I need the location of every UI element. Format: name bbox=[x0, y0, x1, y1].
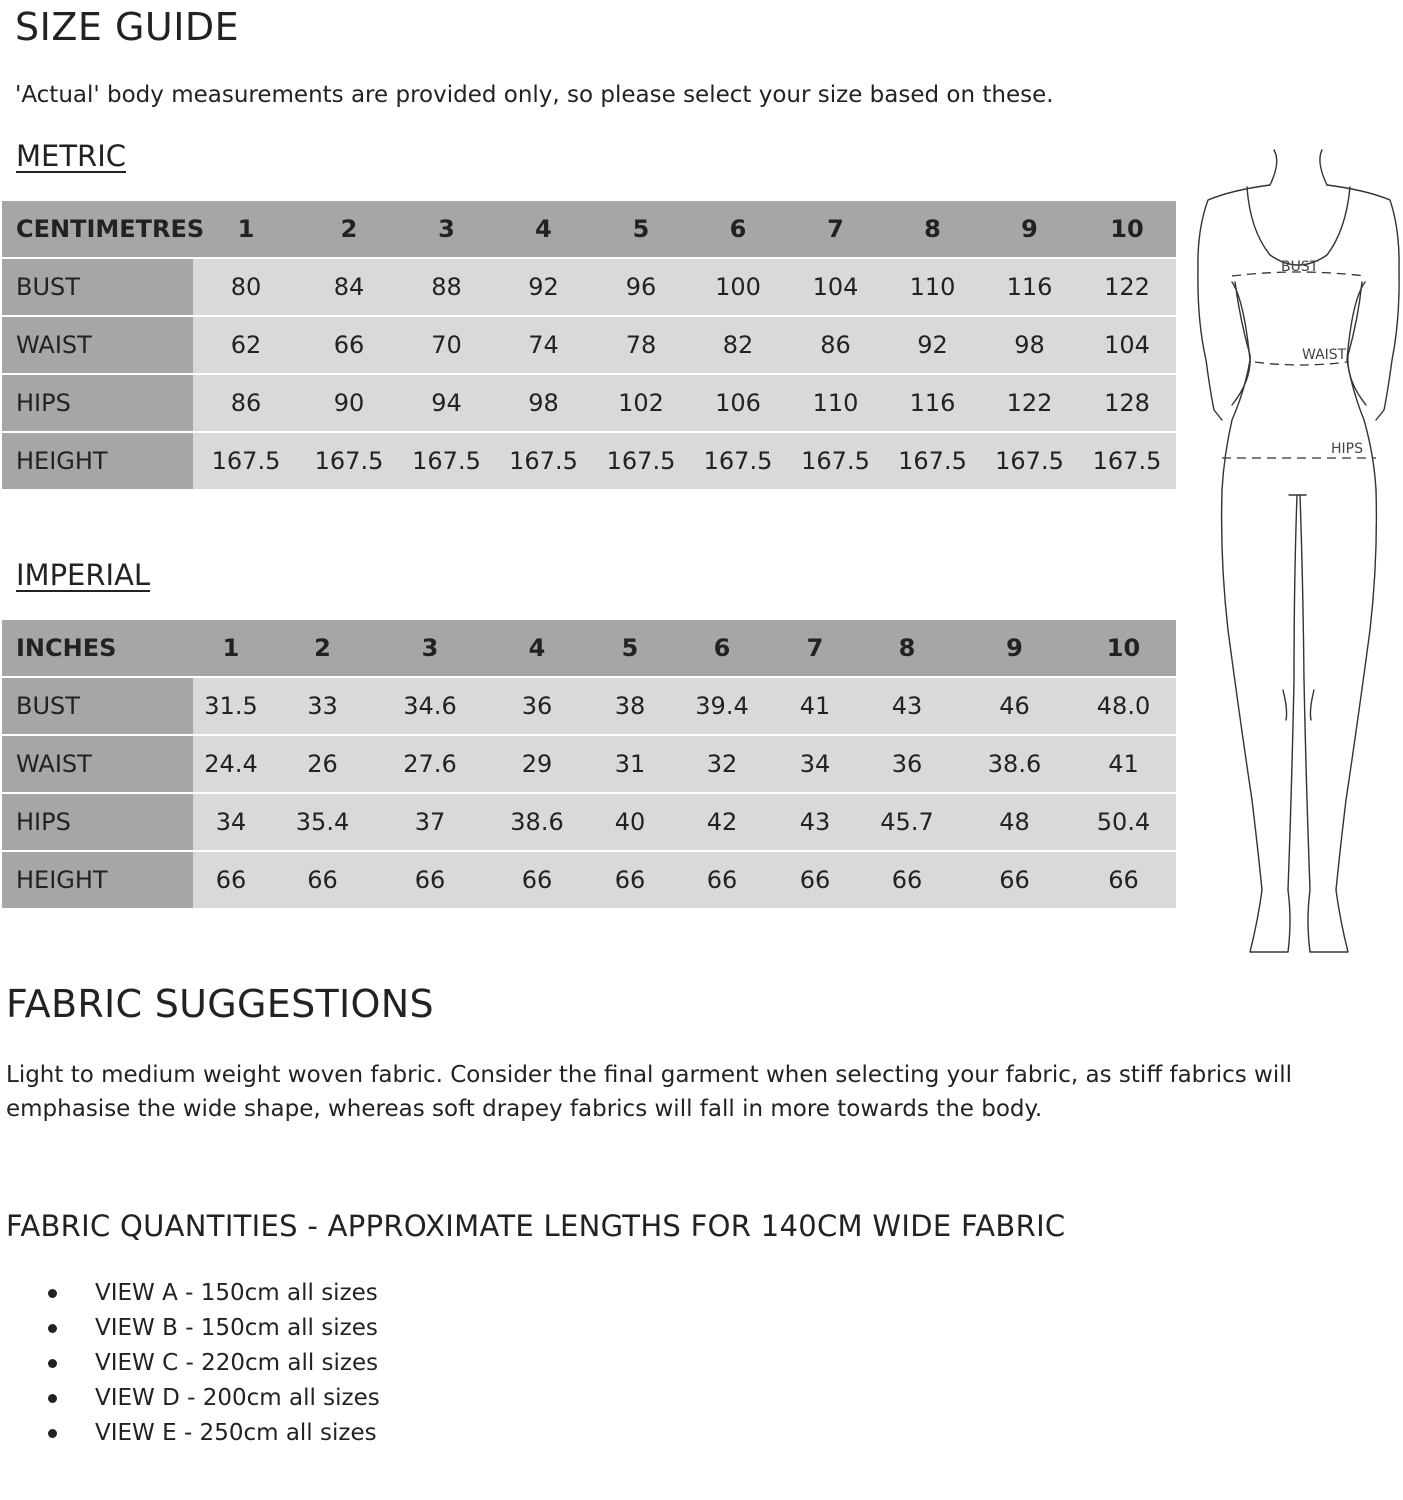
size-header: 1 bbox=[193, 201, 299, 258]
view-quantity: VIEW D - 200cm all sizes bbox=[95, 1385, 380, 1411]
table-header-row bbox=[2, 620, 1176, 677]
table-cell: 48 bbox=[958, 793, 1071, 851]
table-cell: 45.7 bbox=[856, 793, 958, 851]
unit-header: CENTIMETRES bbox=[2, 201, 193, 258]
table-cell: 94 bbox=[399, 374, 494, 432]
table-cell: 66 bbox=[376, 851, 484, 908]
table-cell: 66 bbox=[299, 316, 399, 374]
table-cell: 167.5 bbox=[884, 432, 981, 489]
table-cell: 66 bbox=[1071, 851, 1176, 908]
fabric-quantities-list bbox=[6, 1276, 606, 1451]
row-label: BUST bbox=[2, 677, 193, 735]
table-cell: 41 bbox=[1071, 735, 1176, 793]
table-cell: 167.5 bbox=[299, 432, 399, 489]
table-cell: 92 bbox=[884, 316, 981, 374]
size-header: 2 bbox=[299, 201, 399, 258]
table-row bbox=[2, 432, 1176, 489]
table-cell: 38.6 bbox=[958, 735, 1071, 793]
table-row bbox=[2, 316, 1176, 374]
bust-label: BUST bbox=[1281, 259, 1319, 275]
table-cell: 39.4 bbox=[670, 677, 774, 735]
size-header: 8 bbox=[856, 620, 958, 677]
table-cell: 104 bbox=[1078, 316, 1176, 374]
bullet-icon bbox=[48, 1289, 57, 1298]
row-label: WAIST bbox=[2, 316, 193, 374]
table-cell: 43 bbox=[774, 793, 856, 851]
table-row bbox=[2, 677, 1176, 735]
size-header: 10 bbox=[1071, 620, 1176, 677]
row-label: BUST bbox=[2, 258, 193, 316]
row-label: WAIST bbox=[2, 735, 193, 793]
table-cell: 84 bbox=[299, 258, 399, 316]
table-row bbox=[2, 258, 1176, 316]
metric-label: METRIC bbox=[16, 139, 127, 173]
fabric-quantities-title: FABRIC QUANTITIES - APPROXIMATE LENGTHS FOR 140CM WIDE FABRIC bbox=[6, 1209, 1066, 1243]
table-cell: 78 bbox=[593, 316, 689, 374]
table-cell: 29 bbox=[484, 735, 590, 793]
table-cell: 33 bbox=[269, 677, 376, 735]
size-header: 5 bbox=[590, 620, 670, 677]
body-figure-illustration bbox=[1190, 140, 1400, 960]
list-item bbox=[6, 1311, 606, 1346]
table-cell: 167.5 bbox=[593, 432, 689, 489]
list-item bbox=[6, 1346, 606, 1381]
table-cell: 80 bbox=[193, 258, 299, 316]
table-cell: 24.4 bbox=[193, 735, 269, 793]
view-quantity: VIEW C - 220cm all sizes bbox=[95, 1350, 379, 1376]
table-cell: 43 bbox=[856, 677, 958, 735]
imperial-table bbox=[2, 620, 1176, 908]
row-label: HEIGHT bbox=[2, 432, 193, 489]
table-cell: 98 bbox=[981, 316, 1078, 374]
intro-text: 'Actual' body measurements are provided only, so please select your size based on these. bbox=[15, 82, 1054, 108]
table-cell: 96 bbox=[593, 258, 689, 316]
size-header: 8 bbox=[884, 201, 981, 258]
table-cell: 167.5 bbox=[1078, 432, 1176, 489]
table-cell: 116 bbox=[981, 258, 1078, 316]
table-cell: 88 bbox=[399, 258, 494, 316]
table-cell: 38 bbox=[590, 677, 670, 735]
table-cell: 66 bbox=[774, 851, 856, 908]
view-quantity: VIEW A - 150cm all sizes bbox=[95, 1280, 378, 1306]
size-header: 6 bbox=[689, 201, 787, 258]
table-cell: 86 bbox=[787, 316, 884, 374]
table-cell: 86 bbox=[193, 374, 299, 432]
bullet-icon bbox=[48, 1394, 57, 1403]
table-row bbox=[2, 793, 1176, 851]
table-cell: 34.6 bbox=[376, 677, 484, 735]
table-cell: 100 bbox=[689, 258, 787, 316]
table-cell: 34 bbox=[193, 793, 269, 851]
table-cell: 27.6 bbox=[376, 735, 484, 793]
table-row bbox=[2, 851, 1176, 908]
table-cell: 36 bbox=[856, 735, 958, 793]
table-cell: 128 bbox=[1078, 374, 1176, 432]
fabric-suggestions-line: Light to medium weight woven fabric. Consider the final garment when selecting your fabric, as stiff fabrics will bbox=[6, 1062, 1293, 1088]
view-quantity: VIEW E - 250cm all sizes bbox=[95, 1420, 377, 1446]
table-cell: 106 bbox=[689, 374, 787, 432]
size-header: 3 bbox=[399, 201, 494, 258]
table-cell: 31 bbox=[590, 735, 670, 793]
measurement-lines bbox=[1222, 272, 1376, 458]
list-item bbox=[6, 1416, 606, 1451]
size-header: 9 bbox=[958, 620, 1071, 677]
size-header: 5 bbox=[593, 201, 689, 258]
table-cell: 167.5 bbox=[689, 432, 787, 489]
table-cell: 37 bbox=[376, 793, 484, 851]
table-cell: 36 bbox=[484, 677, 590, 735]
metric-table bbox=[2, 201, 1176, 489]
page-title: SIZE GUIDE bbox=[15, 5, 240, 49]
table-cell: 46 bbox=[958, 677, 1071, 735]
table-cell: 110 bbox=[787, 374, 884, 432]
size-header: 1 bbox=[193, 620, 269, 677]
table-cell: 34 bbox=[774, 735, 856, 793]
table-cell: 167.5 bbox=[787, 432, 884, 489]
size-header: 6 bbox=[670, 620, 774, 677]
size-header: 9 bbox=[981, 201, 1078, 258]
bullet-icon bbox=[48, 1429, 57, 1438]
bullet-icon bbox=[48, 1359, 57, 1368]
fabric-suggestions-title: FABRIC SUGGESTIONS bbox=[6, 982, 434, 1026]
table-cell: 92 bbox=[494, 258, 593, 316]
table-cell: 31.5 bbox=[193, 677, 269, 735]
table-cell: 66 bbox=[590, 851, 670, 908]
list-item bbox=[6, 1381, 606, 1416]
table-cell: 50.4 bbox=[1071, 793, 1176, 851]
table-cell: 66 bbox=[856, 851, 958, 908]
size-header: 4 bbox=[484, 620, 590, 677]
unit-header: INCHES bbox=[2, 620, 193, 677]
table-cell: 167.5 bbox=[399, 432, 494, 489]
size-header: 7 bbox=[787, 201, 884, 258]
table-cell: 104 bbox=[787, 258, 884, 316]
table-cell: 66 bbox=[193, 851, 269, 908]
table-cell: 90 bbox=[299, 374, 399, 432]
table-cell: 32 bbox=[670, 735, 774, 793]
table-cell: 35.4 bbox=[269, 793, 376, 851]
bullet-icon bbox=[48, 1324, 57, 1333]
row-label: HIPS bbox=[2, 374, 193, 432]
fabric-suggestions-line: emphasise the wide shape, whereas soft drapey fabrics will fall in more towards the body. bbox=[6, 1096, 1043, 1122]
table-cell: 40 bbox=[590, 793, 670, 851]
table-cell: 110 bbox=[884, 258, 981, 316]
table-cell: 102 bbox=[593, 374, 689, 432]
table-row bbox=[2, 374, 1176, 432]
table-cell: 42 bbox=[670, 793, 774, 851]
table-cell: 167.5 bbox=[981, 432, 1078, 489]
table-cell: 62 bbox=[193, 316, 299, 374]
size-header: 10 bbox=[1078, 201, 1176, 258]
view-quantity: VIEW B - 150cm all sizes bbox=[95, 1315, 378, 1341]
size-header: 4 bbox=[494, 201, 593, 258]
table-cell: 82 bbox=[689, 316, 787, 374]
table-cell: 167.5 bbox=[193, 432, 299, 489]
waist-label: WAIST bbox=[1302, 347, 1347, 363]
table-cell: 41 bbox=[774, 677, 856, 735]
table-cell: 98 bbox=[494, 374, 593, 432]
table-cell: 26 bbox=[269, 735, 376, 793]
imperial-label: IMPERIAL bbox=[16, 558, 151, 592]
table-cell: 66 bbox=[958, 851, 1071, 908]
fabric-suggestions-text bbox=[6, 1058, 1396, 1126]
table-header-row bbox=[2, 201, 1176, 258]
size-header: 3 bbox=[376, 620, 484, 677]
row-label: HIPS bbox=[2, 793, 193, 851]
table-cell: 48.0 bbox=[1071, 677, 1176, 735]
table-cell: 38.6 bbox=[484, 793, 590, 851]
table-cell: 167.5 bbox=[494, 432, 593, 489]
row-label: HEIGHT bbox=[2, 851, 193, 908]
table-cell: 122 bbox=[1078, 258, 1176, 316]
size-header: 2 bbox=[269, 620, 376, 677]
table-cell: 66 bbox=[670, 851, 774, 908]
table-cell: 70 bbox=[399, 316, 494, 374]
table-row bbox=[2, 735, 1176, 793]
table-cell: 66 bbox=[484, 851, 590, 908]
size-header: 7 bbox=[774, 620, 856, 677]
list-item bbox=[6, 1276, 606, 1311]
hips-label: HIPS bbox=[1331, 441, 1363, 457]
table-cell: 66 bbox=[269, 851, 376, 908]
table-cell: 122 bbox=[981, 374, 1078, 432]
table-cell: 116 bbox=[884, 374, 981, 432]
table-cell: 74 bbox=[494, 316, 593, 374]
